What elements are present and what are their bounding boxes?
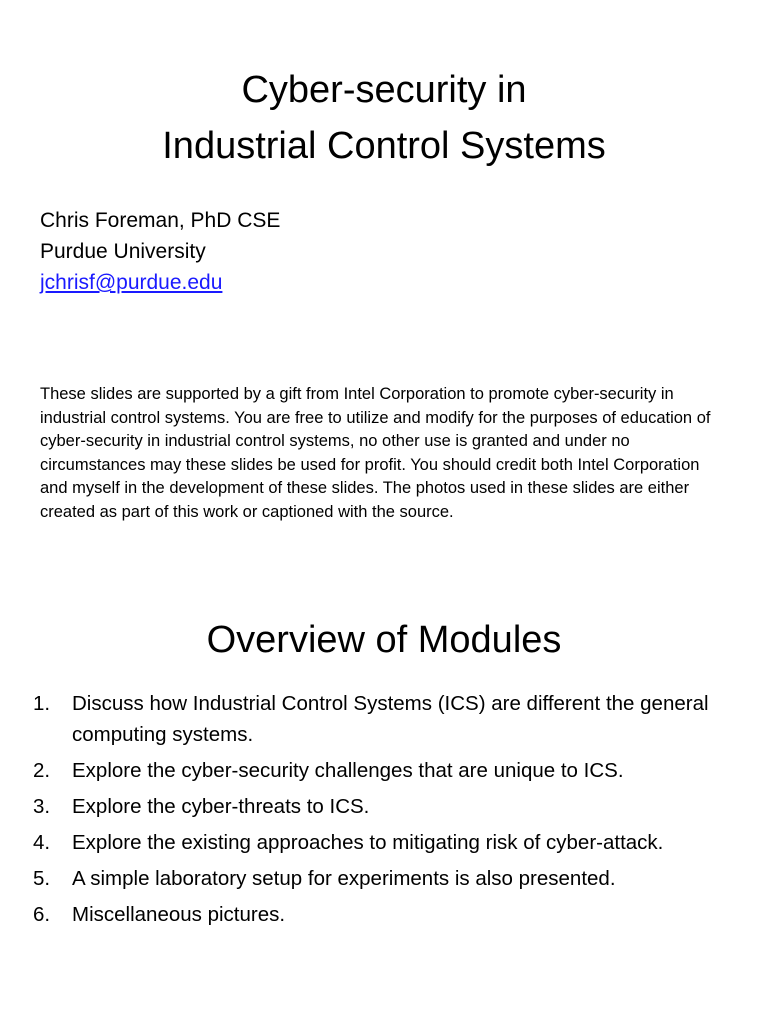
modules-list — [33, 688, 733, 935]
list-item-text: Explore the existing approaches to mitigating risk of cyber-attack. — [72, 831, 664, 854]
list-item — [33, 863, 733, 894]
author-name: Chris Foreman, PhD CSE — [40, 209, 281, 232]
slide-title-line-2: Industrial Control Systems — [162, 125, 606, 167]
email-link[interactable]: jchrisf@purdue.edu — [40, 271, 223, 294]
author-institution: Purdue University — [40, 240, 206, 263]
list-item-text: Miscellaneous pictures. — [72, 903, 286, 926]
list-item-text: Explore the cyber-threats to ICS. — [72, 795, 370, 818]
list-item-number: 1. — [33, 692, 51, 715]
list-item-text: Discuss how Industrial Control Systems (ICS) are different the general computing systems. — [72, 692, 709, 746]
list-item-number: 3. — [33, 795, 51, 818]
slide-title: Overview of Modules — [206, 619, 562, 661]
usage-notice: These slides are supported by a gift from Intel Corporation to promote cyber-security in industrial control systems. You are free to utilize and modify for the purposes of education of cyber-security in industrial control systems, no other use is granted and under no circumstances may these slides be used for profit. You should credit both Intel Corporation and myself in the development of these slides. The photos used in these slides are either created as part of this work or captioned with the source. — [40, 385, 711, 521]
list-item-number: 2. — [33, 759, 51, 782]
list-item — [33, 791, 733, 822]
list-item-text: A simple laboratory setup for experiments is also presented. — [72, 867, 616, 890]
slide-title-line-1: Cyber-security in — [241, 69, 527, 111]
list-item-text: Explore the cyber-security challenges that are unique to ICS. — [72, 759, 624, 782]
list-item — [33, 688, 733, 750]
author-block — [40, 205, 280, 298]
list-item-number: 4. — [33, 831, 51, 854]
list-item-number: 6. — [33, 903, 51, 926]
list-item — [33, 827, 733, 858]
list-item — [33, 755, 733, 786]
overview-slide — [0, 560, 768, 1024]
list-item — [33, 899, 733, 930]
list-item-number: 5. — [33, 867, 51, 890]
